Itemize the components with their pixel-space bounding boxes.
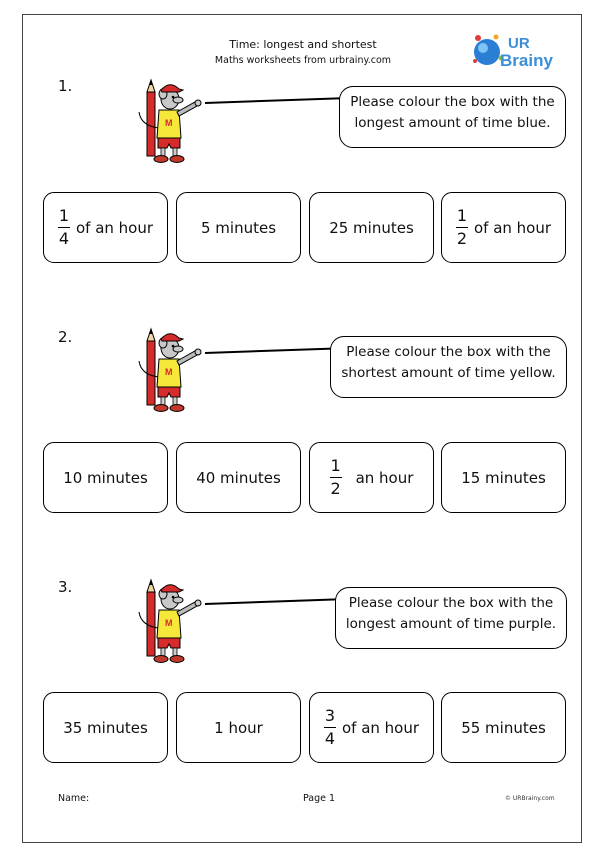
- answer-box[interactable]: [176, 192, 301, 263]
- worksheet-subtitle: Maths worksheets from urbrainy.com: [214, 55, 392, 66]
- svg-text:Brainy: Brainy: [500, 51, 553, 70]
- question-2-number: 2.: [58, 328, 73, 346]
- svg-text:M: M: [165, 618, 173, 628]
- instruction-line: Please colour the box with the: [350, 94, 555, 110]
- box-text: of an hour: [473, 218, 552, 237]
- instruction-bubble-3: [335, 587, 567, 649]
- answer-box[interactable]: [309, 442, 434, 513]
- fraction: [58, 207, 70, 249]
- answer-box[interactable]: [176, 442, 301, 513]
- answer-box[interactable]: [43, 442, 168, 513]
- instruction-bubble-1: [339, 86, 566, 148]
- box-text: 40 minutes: [196, 468, 281, 487]
- denominator: 2: [456, 229, 468, 249]
- box-text: 35 minutes: [63, 718, 148, 737]
- box-text: of an hour: [341, 718, 420, 737]
- answer-box[interactable]: [441, 442, 566, 513]
- fraction: [330, 457, 342, 499]
- question-3-number: 3.: [58, 578, 73, 596]
- answer-box[interactable]: [43, 692, 168, 763]
- instruction-line: shortest amount of time yellow.: [341, 365, 556, 381]
- box-text: 5 minutes: [200, 218, 277, 237]
- answer-box[interactable]: [309, 692, 434, 763]
- box-text: an hour: [355, 468, 414, 487]
- answer-box[interactable]: [176, 692, 301, 763]
- svg-text:M: M: [165, 367, 173, 377]
- svg-text:M: M: [165, 118, 173, 128]
- instruction-bubble-2: [330, 336, 567, 398]
- instruction-line: longest amount of time purple.: [345, 616, 557, 632]
- copyright: © URBrainy.com: [505, 795, 555, 802]
- urbrainy-logo: [470, 28, 562, 72]
- fraction: [324, 707, 336, 749]
- answer-box[interactable]: [309, 192, 434, 263]
- mouse-mascot-icon: [135, 78, 215, 168]
- denominator: 4: [324, 729, 336, 749]
- mouse-mascot-icon: [135, 327, 215, 417]
- svg-text:UR: UR: [508, 35, 530, 52]
- box-text: 25 minutes: [329, 218, 414, 237]
- numerator: 1: [58, 205, 70, 225]
- name-label: Name:: [58, 793, 90, 804]
- worksheet-title: Time: longest and shortest: [229, 38, 377, 51]
- answer-box[interactable]: [43, 192, 168, 263]
- box-text: 55 minutes: [461, 718, 546, 737]
- fraction: [456, 207, 468, 249]
- page-number: Page 1: [303, 793, 336, 804]
- box-text: 1 hour: [214, 718, 263, 737]
- numerator: 1: [456, 205, 468, 225]
- numerator: 3: [324, 705, 336, 725]
- question-1-number: 1.: [58, 77, 73, 95]
- instruction-line: Please colour the box with the: [348, 595, 554, 611]
- numerator: 1: [330, 455, 341, 475]
- box-text: 15 minutes: [461, 468, 546, 487]
- instruction-line: longest amount of time blue.: [354, 115, 551, 131]
- box-text: of an hour: [75, 218, 154, 237]
- answer-box[interactable]: [441, 692, 566, 763]
- box-text: 10 minutes: [63, 468, 148, 487]
- answer-box[interactable]: [441, 192, 566, 263]
- mouse-mascot-icon: [135, 578, 215, 668]
- denominator: 2: [330, 479, 341, 499]
- denominator: 4: [58, 229, 70, 249]
- instruction-line: Please colour the box with the: [346, 344, 551, 360]
